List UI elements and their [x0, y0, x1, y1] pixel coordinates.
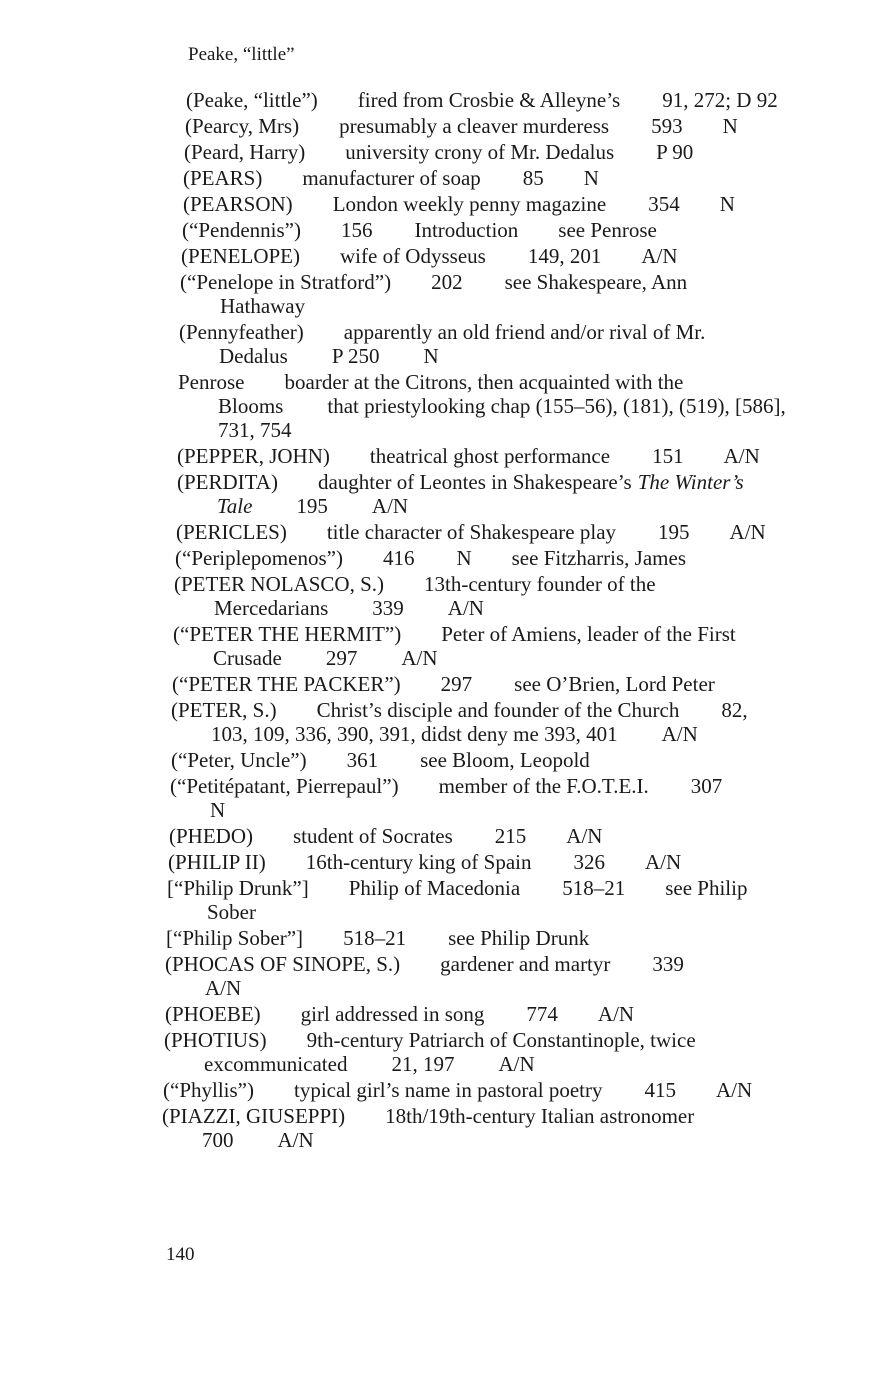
entry-tag: A/N	[498, 1052, 535, 1076]
entry-name: (PERICLES)	[176, 520, 287, 544]
entry-tag: A/N	[661, 722, 698, 746]
index-entry	[169, 824, 893, 848]
entry-tag: A/N	[401, 646, 438, 670]
entry-name: (Pearcy, Mrs)	[185, 114, 300, 138]
entry-name: (“Periplepomenos”)	[175, 546, 343, 570]
entry-continuation: Sober	[207, 900, 256, 924]
entry-tag: A/N	[645, 850, 682, 874]
entry-name: Penrose	[178, 370, 245, 394]
index-entry	[177, 470, 893, 518]
entry-tag: see Philip	[665, 876, 748, 900]
entry-tag: N	[722, 114, 738, 138]
entry-page-refs: see Philip Drunk	[448, 926, 590, 950]
entry-page-refs: 149, 201	[527, 244, 602, 268]
entry-page-refs: see O’Brien, Lord Peter	[514, 672, 715, 696]
entry-description: London weekly penny magazine	[332, 192, 607, 216]
entry-continuation: Hathaway	[220, 294, 306, 318]
entry-continuation: excommunicated	[204, 1052, 348, 1076]
entry-name: (“Penelope in Stratford”)	[180, 270, 392, 294]
index-entry	[176, 520, 893, 544]
index-entry	[178, 370, 893, 442]
index-entry	[173, 622, 893, 670]
entry-name: [“Philip Drunk”]	[167, 876, 309, 900]
entry-name: (PETER, S.)	[171, 698, 277, 722]
entry-page-refs: 82,	[721, 698, 748, 722]
index-entry	[171, 748, 893, 772]
entry-tag: see Penrose	[558, 218, 657, 242]
entry-description: 16th-century king of Spain	[305, 850, 532, 874]
entry-page-refs: Introduction	[414, 218, 519, 242]
entry-name: (“PETER THE HERMIT”)	[173, 622, 402, 646]
entry-name: [“Philip Sober”]	[166, 926, 304, 950]
entry-continuation: A/N	[205, 976, 242, 1000]
entry-tag: A/N	[723, 444, 760, 468]
index-entry	[183, 192, 893, 216]
entry-description: Philip of Macedonia	[348, 876, 521, 900]
index-entry	[179, 320, 893, 368]
entry-continuation: Blooms	[218, 394, 284, 418]
entry-tag: A/N	[566, 824, 603, 848]
entry-name: (Peard, Harry)	[184, 140, 306, 164]
index-entry	[182, 218, 893, 242]
index-entry	[184, 140, 893, 164]
entry-page-refs: 774	[526, 1002, 558, 1026]
entry-description: 202	[431, 270, 463, 294]
entry-description: 361	[346, 748, 379, 772]
entry-page-refs: 85	[522, 166, 544, 190]
entry-tag: see Fitzharris, James	[511, 546, 686, 570]
index-entry	[183, 166, 893, 190]
entry-continuation: 700	[202, 1128, 234, 1152]
entry-description: presumably a cleaver murderess	[339, 114, 610, 138]
index-entry	[167, 876, 893, 924]
entry-italic-title: The Winter’s	[637, 470, 744, 494]
entry-description: boarder at the Citrons, then acquainted with the	[284, 370, 684, 394]
entry-tag: A/N	[715, 1078, 753, 1102]
entry-page-refs: 307	[690, 774, 723, 798]
entry-tag: A/N	[371, 494, 409, 518]
index-entry	[165, 1002, 893, 1026]
entry-name: (PHOEBE)	[165, 1002, 261, 1026]
entry-name: (PEPPER, JOHN)	[177, 444, 330, 468]
index-entry	[175, 546, 893, 570]
entry-tag: N	[423, 344, 439, 368]
entry-description: manufacturer of soap	[302, 166, 481, 190]
entry-page-refs: 415	[644, 1078, 676, 1102]
entry-description: member of the F.O.T.E.I.	[438, 774, 649, 798]
entry-description: 156	[340, 218, 373, 242]
index-entry	[180, 270, 893, 318]
entry-name: (PHEDO)	[169, 824, 253, 848]
entry-description: typical girl’s name in pastoral poetry	[293, 1078, 603, 1102]
entry-tag: N	[719, 192, 735, 216]
entry-page-refs: 593	[651, 114, 683, 138]
entry-name: (PIAZZI, GIUSEPPI)	[162, 1104, 346, 1128]
entry-name: (PENELOPE)	[181, 244, 300, 268]
index-entry	[174, 572, 893, 620]
index-entry	[162, 1104, 893, 1152]
entry-tag: A/N	[641, 244, 678, 268]
entry-description: Peter of Amiens, leader of the First	[441, 622, 736, 646]
entry-description: fired from Crosbie & Alleyne’s	[357, 88, 621, 112]
entry-description: 18th/19th-century Italian astronomer	[385, 1104, 695, 1128]
index-entries	[0, 88, 893, 1154]
entry-name: (PERDITA)	[177, 470, 278, 494]
entry-page-refs: P 250	[331, 344, 380, 368]
entry-name: (PETER NOLASCO, S.)	[174, 572, 385, 596]
entry-page-refs: 21, 197	[391, 1052, 455, 1076]
entry-continuation: Dedalus	[219, 344, 288, 368]
index-entry	[185, 114, 893, 138]
entry-page-refs: N	[456, 546, 472, 570]
entry-italic-title: Tale	[217, 494, 253, 518]
index-entry	[171, 698, 893, 746]
entry-page-refs: 215	[494, 824, 527, 848]
entry-description: student of Socrates	[293, 824, 453, 848]
entry-name: (Peake, “little”)	[186, 88, 318, 112]
entry-continuation: Mercedarians	[214, 596, 329, 620]
entry-name: (PEARSON)	[183, 192, 293, 216]
entry-continuation: N	[210, 798, 226, 822]
entry-page-refs: 518–21	[562, 876, 626, 900]
entry-tag: A/N	[447, 596, 484, 620]
entry-page-refs: A/N	[277, 1128, 314, 1152]
entry-page-refs: 339	[372, 596, 404, 620]
index-entry	[186, 88, 893, 112]
entry-name: (PHOTIUS)	[164, 1028, 267, 1052]
entry-tag: N	[583, 166, 599, 190]
entry-name: (“PETER THE PACKER”)	[172, 672, 401, 696]
entry-name: (PEARS)	[183, 166, 263, 190]
index-entry	[164, 1028, 893, 1076]
entry-page-refs: P 90	[656, 140, 694, 164]
entry-page-refs: 339	[652, 952, 684, 976]
entry-description: girl addressed in song	[300, 1002, 485, 1026]
entry-description: 297	[440, 672, 473, 696]
index-entry	[170, 774, 893, 822]
index-entry	[181, 244, 893, 268]
entry-tag: A/N	[597, 1002, 635, 1026]
entry-page-refs: 195	[296, 494, 328, 518]
index-entry	[168, 850, 893, 874]
entry-name: (PHILIP II)	[168, 850, 266, 874]
index-entry	[163, 1078, 893, 1102]
entry-description: 13th-century founder of the	[424, 572, 656, 596]
entry-page-refs: 195	[658, 520, 690, 544]
entry-page-refs: that priestylooking chap (155–56), (181), (519), [586],	[327, 394, 786, 418]
entry-name: (Pennyfeather)	[179, 320, 304, 344]
entry-page-refs: see Shakespeare, Ann	[504, 270, 688, 294]
index-entry	[172, 672, 893, 696]
entry-page-refs: 354	[648, 192, 680, 216]
entry-page-refs: 297	[325, 646, 358, 670]
entry-description: apparently an old friend and/or rival of Mr.	[343, 320, 706, 344]
entry-continuation: 731, 754	[218, 418, 292, 442]
entry-description: wife of Odysseus	[340, 244, 486, 268]
page-number: 140	[166, 1244, 195, 1265]
entry-page-refs: 326	[573, 850, 605, 874]
entry-description: title character of Shakespeare play	[326, 520, 617, 544]
entry-page-refs: 151	[652, 444, 684, 468]
entry-name: (“Phyllis”)	[163, 1078, 254, 1102]
entry-description: theatrical ghost performance	[369, 444, 611, 468]
entry-description: 9th-century Patriarch of Constantinople, twice	[306, 1028, 696, 1052]
entry-description: university crony of Mr. Dedalus	[345, 140, 615, 164]
running-header: Peake, “little”	[188, 44, 295, 65]
entry-description: 416	[382, 546, 415, 570]
entry-description: Christ’s disciple and founder of the Church	[316, 698, 680, 722]
entry-tag: A/N	[729, 520, 766, 544]
entry-description: 518–21	[343, 926, 407, 950]
entry-continuation: 103, 109, 336, 390, 391, didst deny me 393, 401	[211, 722, 618, 746]
index-entry	[165, 952, 893, 1000]
entry-page-refs: 91, 272; D 92	[662, 88, 778, 112]
entry-name: (PHOCAS OF SINOPE, S.)	[165, 952, 401, 976]
entry-description: gardener and martyr	[440, 952, 611, 976]
entry-description: daughter of Leontes in Shakespeare’s	[317, 470, 632, 494]
entry-name: (“Peter, Uncle”)	[171, 748, 307, 772]
entry-page-refs: see Bloom, Leopold	[420, 748, 590, 772]
index-entry	[166, 926, 893, 950]
entry-name: (“Pendennis”)	[182, 218, 301, 242]
entry-continuation: Crusade	[213, 646, 282, 670]
index-entry	[177, 444, 893, 468]
entry-name: (“Petitépatant, Pierrepaul”)	[170, 774, 399, 798]
